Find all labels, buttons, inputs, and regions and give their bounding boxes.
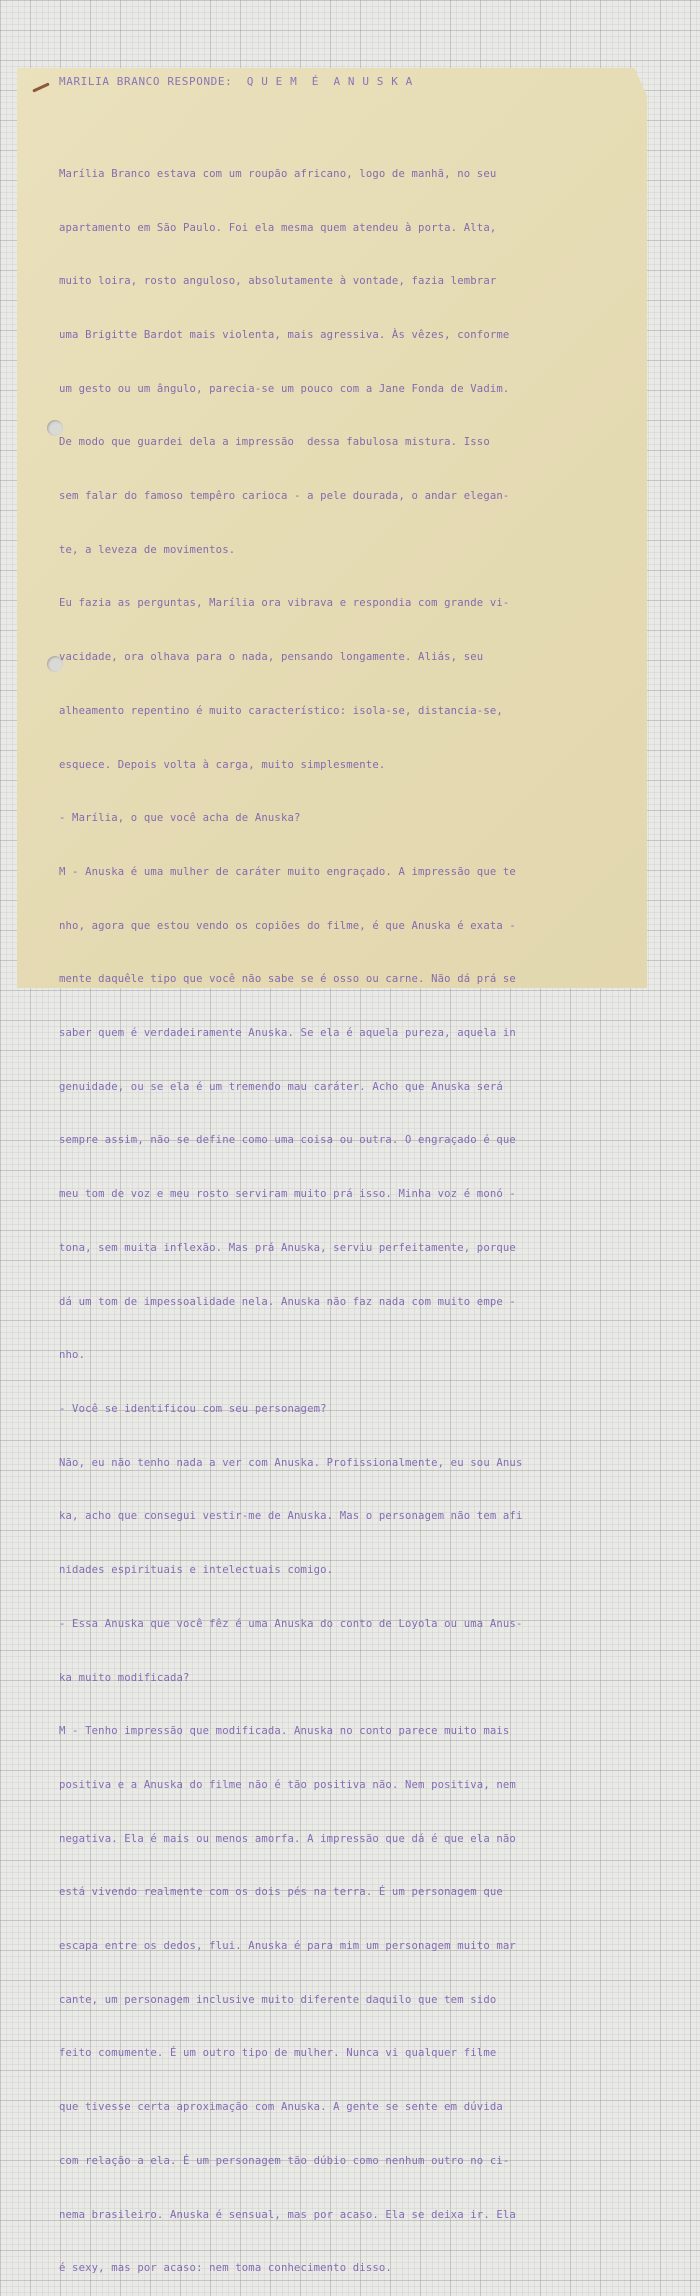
text-line: negativa. Ela é mais ou menos amorfa. A impressão que dá é que ela não bbox=[59, 1832, 516, 1845]
text-line: nho, agora que estou vendo os copiões do filme, é que Anuska é exata - bbox=[59, 919, 516, 932]
text-line: que tivesse certa aproximação com Anuska. A gente se sente em dúvida bbox=[59, 2101, 503, 2114]
text-line: apartamento em São Paulo. Foi ela mesma quem atendeu à porta. Alta, bbox=[59, 221, 497, 234]
text-line: feito comumente. É um outro tipo de mulher. Nunca vi qualquer filme bbox=[59, 2047, 497, 2060]
text-line: saber quem é verdadeiramente Anuska. Se ela é aquela pureza, aquela in bbox=[59, 1027, 516, 1040]
text-line: dá um tom de impessoalidade nela. Anuska não faz nada com muito empe - bbox=[59, 1295, 516, 1308]
text-line: alheamento repentino é muito característico: isola-se, distancia-se, bbox=[59, 704, 503, 717]
body-text bbox=[59, 130, 523, 2296]
text-line: - Marília, o que você acha de Anuska? bbox=[59, 812, 301, 825]
text-line: M - Anuska é uma mulher de caráter muito engraçado. A impressão que te bbox=[59, 865, 516, 878]
text-line: - Você se identificou com seu personagem? bbox=[59, 1402, 327, 1415]
text-line: genuidade, ou se ela é um tremendo mau caráter. Acho que Anuska será bbox=[59, 1080, 503, 1093]
text-line: está vivendo realmente com os dois pés na terra. É um personagem que bbox=[59, 1886, 503, 1899]
text-line: um gesto ou um ângulo, parecia-se um pouco com a Jane Fonda de Vadim. bbox=[59, 382, 510, 395]
text-line: te, a leveza de movimentos. bbox=[59, 543, 236, 556]
text-line: Eu fazia as perguntas, Marília ora vibrava e respondia com grande vi- bbox=[59, 597, 510, 610]
text-line: escapa entre os dedos, flui. Anuska é para mim um personagem muito mar bbox=[59, 1940, 516, 1953]
text-line: esquece. Depois volta à carga, muito simplesmente. bbox=[59, 758, 386, 771]
text-line: positiva e a Anuska do filme não é tão positiva não. Nem positiva, nem bbox=[59, 1778, 516, 1791]
text-line: cante, um personagem inclusive muito diferente daquilo que tem sido bbox=[59, 1993, 497, 2006]
page-title: MARILIA BRANCO RESPONDE: Q U E M É A N U S K A bbox=[59, 75, 413, 88]
text-line: sempre assim, não se define como uma coisa ou outra. O engraçado é que bbox=[59, 1134, 516, 1147]
text-line: M - Tenho impressão que modificada. Anuska no conto parece muito mais bbox=[59, 1725, 510, 1738]
text-line: é sexy, mas por acaso: nem toma conhecimento disso. bbox=[59, 2262, 392, 2275]
text-line: vacidade, ora olhava para o nada, pensando longamente. Aliás, seu bbox=[59, 651, 484, 664]
text-line: mente daquêle tipo que você não sabe se é osso ou carne. Não dá prá se bbox=[59, 973, 516, 986]
text-line: ka muito modificada? bbox=[59, 1671, 190, 1684]
text-line: Marília Branco estava com um roupão africano, logo de manhã, no seu bbox=[59, 167, 497, 180]
text-line: uma Brigitte Bardot mais violenta, mais agressiva. Às vêzes, conforme bbox=[59, 328, 510, 341]
text-line: nidades espirituais e intelectuais comigo. bbox=[59, 1564, 334, 1577]
pencil-mark bbox=[32, 82, 50, 92]
text-line: com relação a ela. É um personagem tão dúbio como nenhum outro no ci- bbox=[59, 2154, 510, 2167]
text-line: tona, sem muita inflexão. Mas prá Anuska, serviu perfeitamente, porque bbox=[59, 1241, 516, 1254]
text-line: nema brasileiro. Anuska é sensual, mas por acaso. Ela se deixa ir. Ela bbox=[59, 2208, 516, 2221]
text-line: ka, acho que consegui vestir-me de Anuska. Mas o personagem não tem afi bbox=[59, 1510, 523, 1523]
text-line: meu tom de voz e meu rosto serviram muito prá isso. Minha voz é monó - bbox=[59, 1188, 516, 1201]
text-line: sem falar do famoso tempêro carioca - a pele dourada, o andar elegan- bbox=[59, 490, 510, 503]
text-line: De modo que guardei dela a impressão dessa fabulosa mistura. Isso bbox=[59, 436, 490, 449]
text-line: - Essa Anuska que você fêz é uma Anuska do conto de Loyola ou uma Anus- bbox=[59, 1617, 523, 1630]
text-line: nho. bbox=[59, 1349, 86, 1362]
text-line: muito loira, rosto anguloso, absolutamente à vontade, fazia lembrar bbox=[59, 275, 497, 288]
text-line: Não, eu não tenho nada a ver com Anuska. Profissionalmente, eu sou Anus bbox=[59, 1456, 523, 1469]
